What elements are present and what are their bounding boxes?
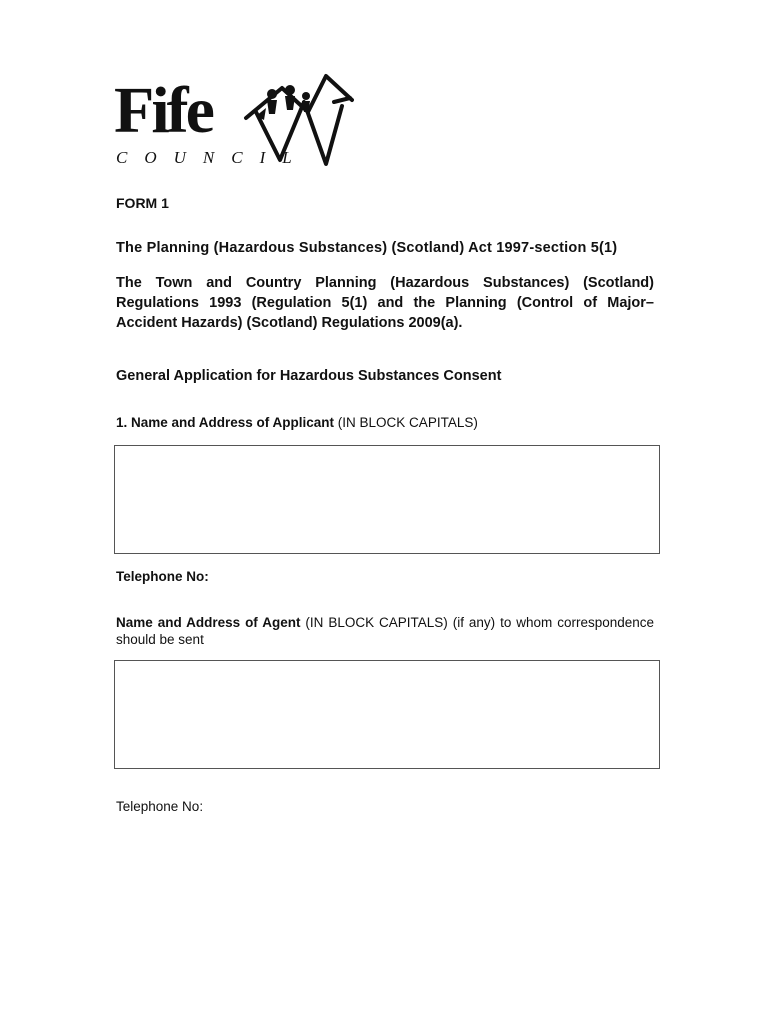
agent-section-label (116, 614, 654, 648)
applicant-label-note: (IN BLOCK CAPITALS) (334, 415, 478, 430)
application-title: General Application for Hazardous Substances Consent (116, 368, 502, 384)
agent-telephone-label: Telephone No: (116, 799, 204, 814)
logo-figures-icon (242, 72, 354, 168)
act-title: The Planning (Hazardous Substances) (Scotland) Act 1997-section 5(1) (116, 240, 618, 256)
agent-address-field[interactable] (114, 660, 660, 769)
regulations-title: The Town and Country Planning (Hazardous Substances) (Scotland) Regulations 1993 (Regulation 5(1) and the Planning (Control of Major–Accident Hazards) (Scotland) Regulations 2009(a). (116, 275, 654, 331)
logo-council-text: COUNCIL (116, 148, 309, 167)
fife-council-logo (110, 72, 355, 172)
applicant-telephone-label: Telephone No: (116, 569, 209, 584)
agent-label-note: (IN BLOCK CAPITALS) (if any) to whom correspondence should be sent (116, 615, 655, 647)
form-number: FORM 1 (116, 195, 169, 211)
logo-wordmark: Fife (114, 74, 212, 147)
applicant-label-bold: 1. Name and Address of Applicant (116, 415, 335, 430)
applicant-address-field[interactable] (114, 445, 660, 554)
applicant-section-label (116, 415, 654, 430)
agent-label-bold: Name and Address of Agent (116, 615, 301, 630)
